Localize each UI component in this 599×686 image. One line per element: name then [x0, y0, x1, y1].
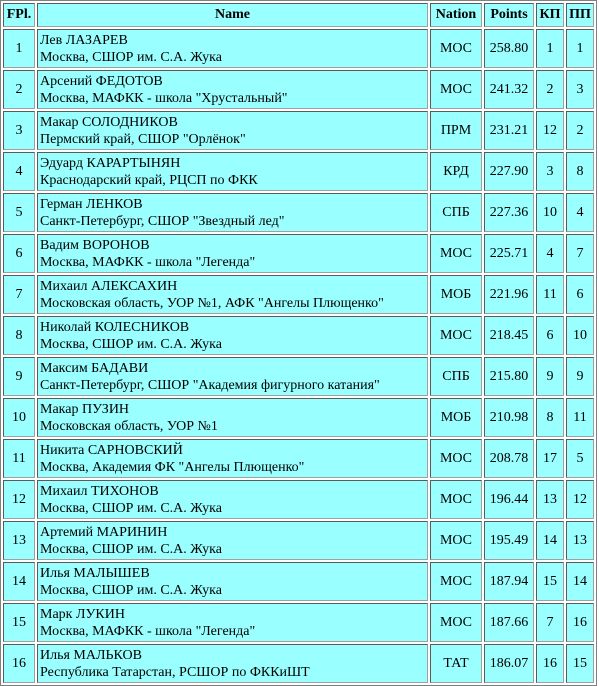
skater-club: Санкт-Петербург, СШОР "Звездный лед" [40, 213, 285, 229]
kp-cell: 1 [536, 29, 564, 68]
pp-cell: 9 [566, 357, 594, 396]
place-cell: 2 [3, 70, 35, 109]
pp-cell: 13 [566, 521, 594, 560]
table-row [3, 398, 594, 437]
nation-cell: МОБ [430, 275, 482, 314]
table-row [3, 70, 594, 109]
skater-cell [37, 275, 428, 314]
nation-cell: КРД [430, 152, 482, 191]
skater-cell [37, 70, 428, 109]
pp-cell: 6 [566, 275, 594, 314]
place-cell: 1 [3, 29, 35, 68]
place-cell: 12 [3, 480, 35, 519]
table-row [3, 644, 594, 683]
place-cell: 5 [3, 193, 35, 232]
skater-cell [37, 398, 428, 437]
skater-name: Эдуард КАРАРТЫНЯН [40, 155, 181, 171]
table-row [3, 234, 594, 273]
points-cell: 258.80 [484, 29, 534, 68]
pp-cell: 2 [566, 111, 594, 150]
kp-cell: 8 [536, 398, 564, 437]
pp-cell: 7 [566, 234, 594, 273]
skater-name: Арсений ФЕДОТОВ [40, 73, 163, 89]
nation-cell: МОС [430, 29, 482, 68]
skater-cell [37, 316, 428, 355]
skater-club: Москва, СШОР им. С.А. Жука [40, 582, 222, 598]
points-cell: 210.98 [484, 398, 534, 437]
skater-cell [37, 603, 428, 642]
place-cell: 11 [3, 439, 35, 478]
points-cell: 221.96 [484, 275, 534, 314]
skater-club: Московская область, УОР №1, АФК "Ангелы Плющенко" [40, 295, 384, 311]
points-cell: 227.90 [484, 152, 534, 191]
skater-cell [37, 111, 428, 150]
skater-cell [37, 193, 428, 232]
table-row [3, 275, 594, 314]
skater-name: Герман ЛЕНКОВ [40, 196, 143, 212]
kp-cell: 4 [536, 234, 564, 273]
skater-cell [37, 234, 428, 273]
pp-cell: 10 [566, 316, 594, 355]
kp-cell: 9 [536, 357, 564, 396]
skater-cell [37, 152, 428, 191]
skater-club: Краснодарский край, РЦСП по ФКК [40, 172, 258, 188]
pp-cell: 12 [566, 480, 594, 519]
skater-cell [37, 521, 428, 560]
nation-cell: МОС [430, 480, 482, 519]
place-cell: 15 [3, 603, 35, 642]
pp-cell: 4 [566, 193, 594, 232]
skater-name: Вадим ВОРОНОВ [40, 237, 150, 253]
skater-club: Республика Татарстан, РСШОР по ФККиШТ [40, 664, 310, 680]
kp-cell: 17 [536, 439, 564, 478]
table-row [3, 29, 594, 68]
skater-cell [37, 480, 428, 519]
skater-club: Санкт-Петербург, СШОР "Академия фигурного катания" [40, 377, 380, 393]
nation-cell: МОС [430, 316, 482, 355]
table-row [3, 603, 594, 642]
table-row [3, 521, 594, 560]
skater-name: Артемий МАРИНИН [40, 524, 168, 540]
skater-name: Илья МАЛЬКОВ [40, 647, 142, 663]
place-cell: 16 [3, 644, 35, 683]
nation-cell: МОС [430, 603, 482, 642]
points-cell: 208.78 [484, 439, 534, 478]
place-cell: 3 [3, 111, 35, 150]
place-cell: 6 [3, 234, 35, 273]
nation-cell: ТАТ [430, 644, 482, 683]
skater-cell [37, 562, 428, 601]
kp-cell: 7 [536, 603, 564, 642]
header-name: Name [37, 3, 428, 27]
kp-cell: 10 [536, 193, 564, 232]
table-row [3, 316, 594, 355]
nation-cell: ПРМ [430, 111, 482, 150]
points-cell: 215.80 [484, 357, 534, 396]
points-cell: 225.71 [484, 234, 534, 273]
table-row [3, 439, 594, 478]
place-cell: 7 [3, 275, 35, 314]
nation-cell: МОС [430, 439, 482, 478]
kp-cell: 16 [536, 644, 564, 683]
place-cell: 14 [3, 562, 35, 601]
skater-name: Николай КОЛЕСНИКОВ [40, 319, 190, 335]
kp-cell: 3 [536, 152, 564, 191]
pp-cell: 14 [566, 562, 594, 601]
results-body [3, 29, 594, 683]
pp-cell: 5 [566, 439, 594, 478]
points-cell: 187.66 [484, 603, 534, 642]
place-cell: 4 [3, 152, 35, 191]
skater-club: Москва, СШОР им. С.А. Жука [40, 49, 222, 65]
skater-club: Москва, СШОР им. С.А. Жука [40, 336, 222, 352]
nation-cell: МОС [430, 521, 482, 560]
table-row [3, 480, 594, 519]
skater-name: Илья МАЛЫШЕВ [40, 565, 150, 581]
skater-name: Макар СОЛОДНИКОВ [40, 114, 178, 130]
skater-cell [37, 29, 428, 68]
points-cell: 195.49 [484, 521, 534, 560]
header-pp: ПП [566, 3, 594, 27]
skater-name: Лев ЛАЗАРЕВ [40, 32, 128, 48]
skater-name: Марк ЛУКИН [40, 606, 125, 622]
pp-cell: 8 [566, 152, 594, 191]
points-cell: 187.94 [484, 562, 534, 601]
nation-cell: СПБ [430, 357, 482, 396]
table-row [3, 562, 594, 601]
points-cell: 231.21 [484, 111, 534, 150]
kp-cell: 6 [536, 316, 564, 355]
kp-cell: 11 [536, 275, 564, 314]
skater-club: Московская область, УОР №1 [40, 418, 218, 434]
skater-name: Михаил ТИХОНОВ [40, 483, 159, 499]
skater-club: Москва, МАФКК - школа "Хрустальный" [40, 90, 288, 106]
skater-name: Максим БАДАВИ [40, 360, 149, 376]
points-cell: 196.44 [484, 480, 534, 519]
skater-club: Москва, СШОР им. С.А. Жука [40, 541, 222, 557]
header-place: FPl. [3, 3, 35, 27]
points-cell: 186.07 [484, 644, 534, 683]
pp-cell: 1 [566, 29, 594, 68]
table-row [3, 193, 594, 232]
place-cell: 10 [3, 398, 35, 437]
points-cell: 241.32 [484, 70, 534, 109]
skater-club: Москва, МАФКК - школа "Легенда" [40, 623, 256, 639]
header-row [3, 3, 594, 27]
table-row [3, 357, 594, 396]
skater-cell [37, 439, 428, 478]
pp-cell: 16 [566, 603, 594, 642]
nation-cell: МОС [430, 562, 482, 601]
points-cell: 227.36 [484, 193, 534, 232]
pp-cell: 15 [566, 644, 594, 683]
nation-cell: МОС [430, 70, 482, 109]
nation-cell: МОС [430, 234, 482, 273]
skater-club: Москва, Академия ФК "Ангелы Плющенко" [40, 459, 305, 475]
header-kp: КП [536, 3, 564, 27]
skater-name: Михаил АЛЕКСАХИН [40, 278, 178, 294]
kp-cell: 14 [536, 521, 564, 560]
pp-cell: 11 [566, 398, 594, 437]
points-cell: 218.45 [484, 316, 534, 355]
skater-club: Москва, МАФКК - школа "Легенда" [40, 254, 256, 270]
skater-name: Никита САРНОВСКИЙ [40, 442, 183, 458]
header-points: Points [484, 3, 534, 27]
skater-name: Макар ПУЗИН [40, 401, 130, 417]
table-row [3, 152, 594, 191]
nation-cell: МОБ [430, 398, 482, 437]
skater-club: Пермский край, СШОР "Орлёнок" [40, 131, 246, 147]
table-row [3, 111, 594, 150]
pp-cell: 3 [566, 70, 594, 109]
kp-cell: 2 [536, 70, 564, 109]
skater-club: Москва, СШОР им. С.А. Жука [40, 500, 222, 516]
place-cell: 13 [3, 521, 35, 560]
kp-cell: 15 [536, 562, 564, 601]
header-nation: Nation [430, 3, 482, 27]
kp-cell: 13 [536, 480, 564, 519]
kp-cell: 12 [536, 111, 564, 150]
nation-cell: СПБ [430, 193, 482, 232]
skater-cell [37, 644, 428, 683]
place-cell: 8 [3, 316, 35, 355]
place-cell: 9 [3, 357, 35, 396]
skater-cell [37, 357, 428, 396]
